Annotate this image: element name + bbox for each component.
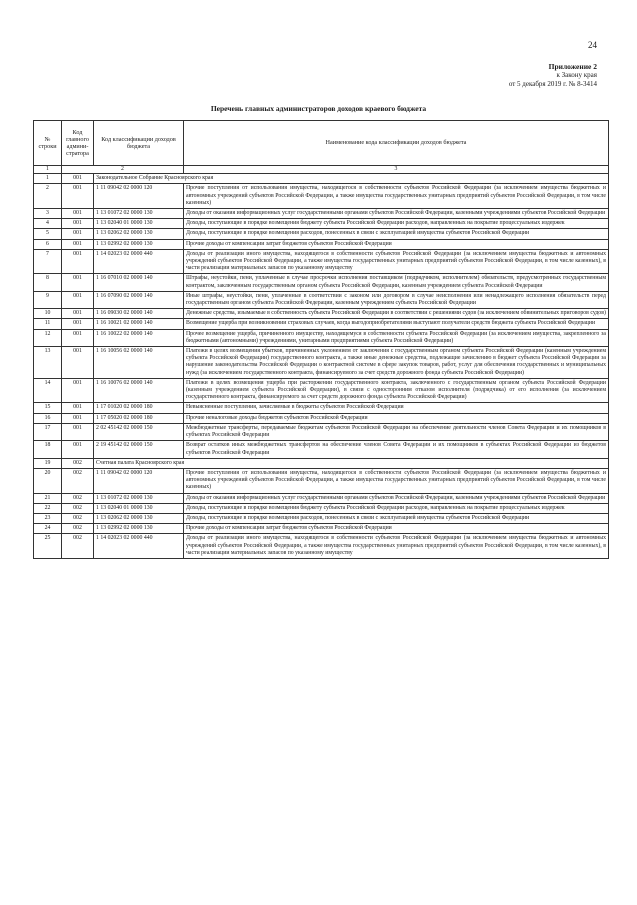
code-name-cell: Доходы от оказания информационных услуг государственными органами субъектов Российской Федерации, казенными учреждениями субъектов Российской Федерации: [184, 493, 609, 503]
code-name-cell: Прочие неналоговые доходы бюджетов субъектов Российской Федерации: [184, 413, 609, 423]
admin-code-cell: 002: [62, 513, 94, 523]
table-row: [34, 249, 609, 274]
header-admin-code: Код главного админи-стратора: [62, 121, 94, 166]
admin-code-cell: 001: [62, 441, 94, 458]
table-row: [34, 503, 609, 513]
classification-code-cell: 1 13 02040 01 0000 130: [94, 219, 184, 229]
code-name-cell: Прочие поступления от использования имущества, находящегося в собственности субъектов Российской Федерации (за исключением имущества бюджетных и автономных учреждений субъектов Российской Федерации, а также имущества государственных унитарных предприятий субъектов Российской Федерации, в том числе казенных): [184, 468, 609, 493]
admin-code-cell: 001: [62, 174, 94, 184]
row-number-cell: 2: [34, 184, 62, 209]
classification-code-cell: 1 16 09030 02 0000 140: [94, 309, 184, 319]
table-row: [34, 329, 609, 346]
code-name-cell: Иные штрафы, неустойки, пени, уплаченные в соответствии с законом или договором в случае неисполнения или ненадлежащего исполнения обязательств перед государственным органом субъекта Российской Федерации, казенным учреждением субъекта Российской Федерации: [184, 291, 609, 308]
row-number-cell: 23: [34, 513, 62, 523]
column-number-2: 2: [62, 166, 184, 174]
row-number-cell: 19: [34, 458, 62, 468]
code-name-cell: Межбюджетные трансферты, передаваемые бюджетам субъектов Российской Федерации на обеспечение деятельности членов Совета Федерации и их помощников в субъектах Российской Федерации: [184, 423, 609, 440]
row-number-cell: 15: [34, 403, 62, 413]
table-row: [34, 319, 609, 329]
admin-code-cell: 001: [62, 184, 94, 209]
organization-name-cell: Законодательное Собрание Красноярского края: [94, 174, 609, 184]
classification-code-cell: 1 16 10022 02 0000 140: [94, 329, 184, 346]
classification-code-cell: 1 17 05020 02 0000 180: [94, 413, 184, 423]
admin-code-cell: 001: [62, 347, 94, 379]
table-row: [34, 229, 609, 239]
table-row: [34, 441, 609, 458]
code-name-cell: Платежи в целях возмещения убытков, причиненных уклонением от заключения с государственным органом субъекта Российской Федерации (казенным учреждением субъекта Российской Федерации) государственного контракта, а также иные денежные средства, подлежащие зачислению в бюджет субъекта Российской Федерации за нарушение законодательства Российской Федерации о контрактной системе в сфере закупок товаров, работ, услуг для обеспечения государственных и муниципальных нужд (за исключением государственного контракта, финансируемого за счет средств дорожного фонда субъекта Российской Федерации): [184, 347, 609, 379]
admin-code-cell: 001: [62, 403, 94, 413]
table-row: [34, 291, 609, 308]
header-code-name: Наименование кода классификации доходов бюджета: [184, 121, 609, 166]
classification-code-cell: 1 13 02062 02 0000 130: [94, 513, 184, 523]
table-row: [34, 423, 609, 440]
row-number-cell: 7: [34, 249, 62, 274]
table-row: [34, 274, 609, 291]
admin-code-cell: 002: [62, 524, 94, 534]
table-row-organization: [34, 174, 609, 184]
appendix-line-1: к Закону края: [556, 71, 597, 79]
classification-code-cell: 1 16 10056 02 0000 140: [94, 347, 184, 379]
table-row: [34, 239, 609, 249]
code-name-cell: Доходы, поступающие в порядке возмещения расходов, понесенных в связи с эксплуатацией имущества субъектов Российской Федерации: [184, 513, 609, 523]
row-number-cell: 13: [34, 347, 62, 379]
header-row-number: № строки: [34, 121, 62, 166]
admin-code-cell: 001: [62, 239, 94, 249]
code-name-cell: Денежные средства, изымаемые в собственность субъекта Российской Федерации в соответствии с решениями судов (за исключением обвинительных приговоров судов): [184, 309, 609, 319]
row-number-cell: 8: [34, 274, 62, 291]
table-row: [34, 413, 609, 423]
admin-code-cell: 001: [62, 413, 94, 423]
table-row: [34, 513, 609, 523]
classification-code-cell: 1 14 02023 02 0000 440: [94, 534, 184, 559]
code-name-cell: Доходы, поступающие в порядке возмещения бюджету субъекта Российской Федерации расходов, направленных на покрытие процессуальных издержек: [184, 219, 609, 229]
classification-code-cell: 1 13 02992 02 0000 130: [94, 239, 184, 249]
row-number-cell: 12: [34, 329, 62, 346]
admin-code-cell: 001: [62, 219, 94, 229]
appendix-block: [509, 62, 597, 89]
classification-code-cell: 1 13 01072 02 0000 130: [94, 209, 184, 219]
column-number-1: 1: [34, 166, 62, 174]
classification-code-cell: 1 16 07010 02 0000 140: [94, 274, 184, 291]
code-name-cell: Доходы, поступающие в порядке возмещения расходов, понесенных в связи с эксплуатацией имущества субъектов Российской Федерации: [184, 229, 609, 239]
header-classification-code: Код классификации доходов бюджета: [94, 121, 184, 166]
admin-code-cell: 001: [62, 319, 94, 329]
admin-code-cell: 002: [62, 534, 94, 559]
classification-code-cell: 1 16 07090 02 0000 140: [94, 291, 184, 308]
table-row: [34, 468, 609, 493]
row-number-cell: 10: [34, 309, 62, 319]
page-number: 24: [588, 40, 597, 50]
admin-code-cell: 001: [62, 329, 94, 346]
classification-code-cell: 2 02 45142 02 0000 150: [94, 423, 184, 440]
classification-code-cell: 1 16 10021 02 0000 140: [94, 319, 184, 329]
row-number-cell: 25: [34, 534, 62, 559]
row-number-cell: 24: [34, 524, 62, 534]
code-name-cell: Прочие поступления от использования имущества, находящегося в собственности субъектов Российской Федерации (за исключением имущества бюджетных и автономных учреждений субъектов Российской Федерации, а также имущества государственных унитарных предприятий субъектов Российской Федерации, в том числе казенных): [184, 184, 609, 209]
appendix-line-2: от 5 декабря 2019 г. № 8-3414: [508, 80, 597, 88]
table-row: [34, 493, 609, 503]
row-number-cell: 17: [34, 423, 62, 440]
classification-code-cell: 1 13 02992 02 0000 130: [94, 524, 184, 534]
organization-name-cell: Счетная палата Красноярского края: [94, 458, 609, 468]
code-name-cell: Доходы от оказания информационных услуг государственными органами субъектов Российской Федерации, казенными учреждениями субъектов Российской Федерации: [184, 209, 609, 219]
column-number-3: 3: [184, 166, 609, 174]
table-row: [34, 209, 609, 219]
row-number-cell: 1: [34, 174, 62, 184]
table-row: [34, 347, 609, 379]
table-row: [34, 403, 609, 413]
table-row: [34, 219, 609, 229]
code-name-cell: Платежи в целях возмещения ущерба при расторжении государственного контракта, заключенного с государственным органом субъекта Российской Федерации (казенным учреждением субъекта Российской Федерации), в связи с односторонним отказом исполнителя (подрядчика) от его исполнения (за исключением государственного контракта, финансируемого за счет средств дорожного фонда субъекта Российской Федерации): [184, 378, 609, 403]
code-name-cell: Возмещение ущерба при возникновении страховых случаев, когда выгодоприобретателями выступают получатели средств бюджета субъекта Российской Федерации: [184, 319, 609, 329]
column-numbers-row: [34, 166, 609, 174]
admin-code-cell: 001: [62, 423, 94, 440]
row-number-cell: 21: [34, 493, 62, 503]
code-name-cell: Прочие доходы от компенсации затрат бюджетов субъектов Российской Федерации: [184, 239, 609, 249]
classification-code-cell: 1 11 09042 02 0000 120: [94, 184, 184, 209]
classification-code-cell: 1 17 01020 02 0000 180: [94, 403, 184, 413]
row-number-cell: 14: [34, 378, 62, 403]
classification-code-cell: 1 16 10076 02 0000 140: [94, 378, 184, 403]
admin-code-cell: 002: [62, 503, 94, 513]
table-body: [34, 174, 609, 559]
code-name-cell: Доходы от реализации иного имущества, находящегося в собственности субъектов Российской Федерации (за исключением имущества бюджетных и автономных учреждений субъектов Российской Федерации, а также имущества государственных унитарных предприятий субъектов Российской Федерации, в том числе казенных), в части реализации материальных запасов по указанному имуществу: [184, 534, 609, 559]
row-number-cell: 16: [34, 413, 62, 423]
revenue-administrators-table: [33, 120, 609, 559]
row-number-cell: 5: [34, 229, 62, 239]
row-number-cell: 4: [34, 219, 62, 229]
admin-code-cell: 001: [62, 274, 94, 291]
admin-code-cell: 001: [62, 229, 94, 239]
code-name-cell: Доходы от реализации иного имущества, находящегося в собственности субъектов Российской Федерации (за исключением имущества бюджетных и автономных учреждений субъектов Российской Федерации, а также имущества государственных унитарных предприятий субъектов Российской Федерации, в том числе казенных), в части реализации материальных запасов по указанному имуществу: [184, 249, 609, 274]
code-name-cell: Доходы, поступающие в порядке возмещения бюджету субъекта Российской Федерации расходов, направленных на покрытие процессуальных издержек: [184, 503, 609, 513]
code-name-cell: Невыясненные поступления, зачисляемые в бюджеты субъектов Российской Федерации: [184, 403, 609, 413]
admin-code-cell: 001: [62, 378, 94, 403]
row-number-cell: 3: [34, 209, 62, 219]
admin-code-cell: 001: [62, 249, 94, 274]
admin-code-cell: 002: [62, 458, 94, 468]
document-title: Перечень главных администраторов доходов краевого бюджета: [210, 104, 427, 113]
classification-code-cell: 1 13 02040 01 0000 130: [94, 503, 184, 513]
classification-code-cell: 2 19 45142 02 0000 150: [94, 441, 184, 458]
code-name-cell: Прочее возмещение ущерба, причиненного имуществу, находящемуся в собственности субъекта Российской Федерации (за исключением имущества, закрепленного за бюджетными (автономными) учреждениями, унитарными предприятиями субъекта Российской Федерации): [184, 329, 609, 346]
table-row-organization: [34, 458, 609, 468]
code-name-cell: Возврат остатков иных межбюджетных трансфертов на обеспечение членов Совета Федерации и их помощников в субъектах Российской Федерации из бюджетов субъектов Российской Федерации: [184, 441, 609, 458]
admin-code-cell: 001: [62, 309, 94, 319]
admin-code-cell: 002: [62, 493, 94, 503]
row-number-cell: 6: [34, 239, 62, 249]
admin-code-cell: 001: [62, 291, 94, 308]
table-row: [34, 534, 609, 559]
table-row: [34, 378, 609, 403]
appendix-title: Приложение 2: [548, 62, 597, 71]
admin-code-cell: 002: [62, 468, 94, 493]
classification-code-cell: 1 14 02023 02 0000 440: [94, 249, 184, 274]
row-number-cell: 11: [34, 319, 62, 329]
row-number-cell: 9: [34, 291, 62, 308]
code-name-cell: Прочие доходы от компенсации затрат бюджетов субъектов Российской Федерации: [184, 524, 609, 534]
row-number-cell: 22: [34, 503, 62, 513]
classification-code-cell: 1 11 09042 02 0000 120: [94, 468, 184, 493]
row-number-cell: 20: [34, 468, 62, 493]
code-name-cell: Штрафы, неустойки, пени, уплаченные в случае просрочки исполнения поставщиком (подрядчиком, исполнителем) обязательств, предусмотренных государственным контрактом, заключенным государственным органом субъекта Российской Федерации, казенным учреждением субъекта Российской Федерации: [184, 274, 609, 291]
row-number-cell: 18: [34, 441, 62, 458]
table-row: [34, 524, 609, 534]
classification-code-cell: 1 13 02062 02 0000 130: [94, 229, 184, 239]
table-header-row: [34, 121, 609, 166]
classification-code-cell: 1 13 01072 02 0000 130: [94, 493, 184, 503]
table-row: [34, 184, 609, 209]
admin-code-cell: 001: [62, 209, 94, 219]
table-row: [34, 309, 609, 319]
